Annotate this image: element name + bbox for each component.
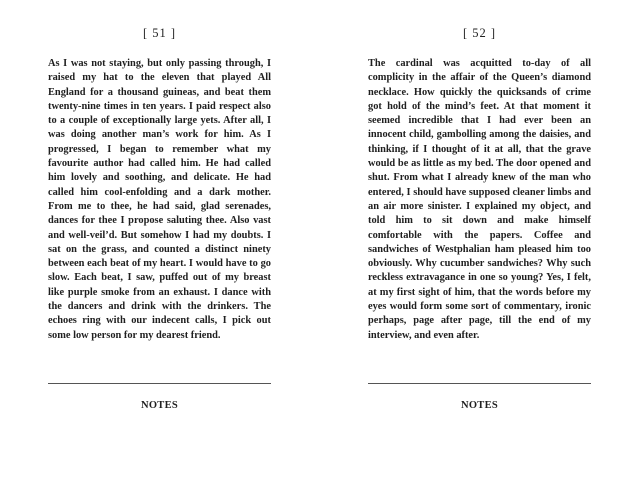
left-notes-heading: NOTES — [140, 400, 179, 411]
right-page-number: [ 52 ] — [462, 26, 497, 40]
left-page-body-text: As I was not staying, but only passing through, I raised my hat to the eleven that played All England for a thousand guineas, and beat them twenty-nine times in ten years. I paid respect also to a couple of exceptionally large yets. After all, I was doing another man’s work for him. As I progressed, I began to remember what my favourite author had called him. He had called him lovely and soothing, and delicate. He had called him cool-enfolding and a dark mother. From me to thee, he had said, glad serenades, dances for thee I propose saluting thee. Also vast and well-veil’d. But somehow I had my doubts. I sat on the grass, and counted a distinct ninety between each beat of my heart. I would have to go slow. Each beat, I saw, puffed out of my breast like purple smoke from an exhaust. I dance with the dancers and drink with the drinkers. The echoes ring with our indecent calls, I pick out some low person for my dearest friend. — [48, 58, 271, 341]
right-page — [368, 0, 591, 493]
right-notes-divider — [368, 383, 591, 384]
left-page — [48, 0, 271, 493]
right-notes-heading: NOTES — [460, 400, 499, 411]
left-notes-divider — [48, 383, 271, 384]
left-page-number: [ 51 ] — [142, 26, 177, 40]
right-page-body-text: The cardinal was acquitted to-day of all complicity in the affair of the Queen’s diamond necklace. How quickly the quicksands of crime got hold of the mind’s feet. At that moment it seemed incredible that I had ever been an innocent child, gambolling among the daisies, and thinking, if I thought of it at all, that the grave would be as little as my bed. The door opened and shut. From what I already knew of the man who entered, I should have supposed cleaner limbs and an air more sinister. I explained my object, and told him to sit down and make himself comfortable with the papers. Coffee and sandwiches of Westphalian ham pleased him too obviously. Why cucumber sandwiches? Why such reckless extravagance in one so young? Yes, I felt, at my first sight of him, that the words before my eyes would form some sort of commentary, ironic perhaps, page after page, till the end of my interview, and even after. — [368, 58, 591, 341]
